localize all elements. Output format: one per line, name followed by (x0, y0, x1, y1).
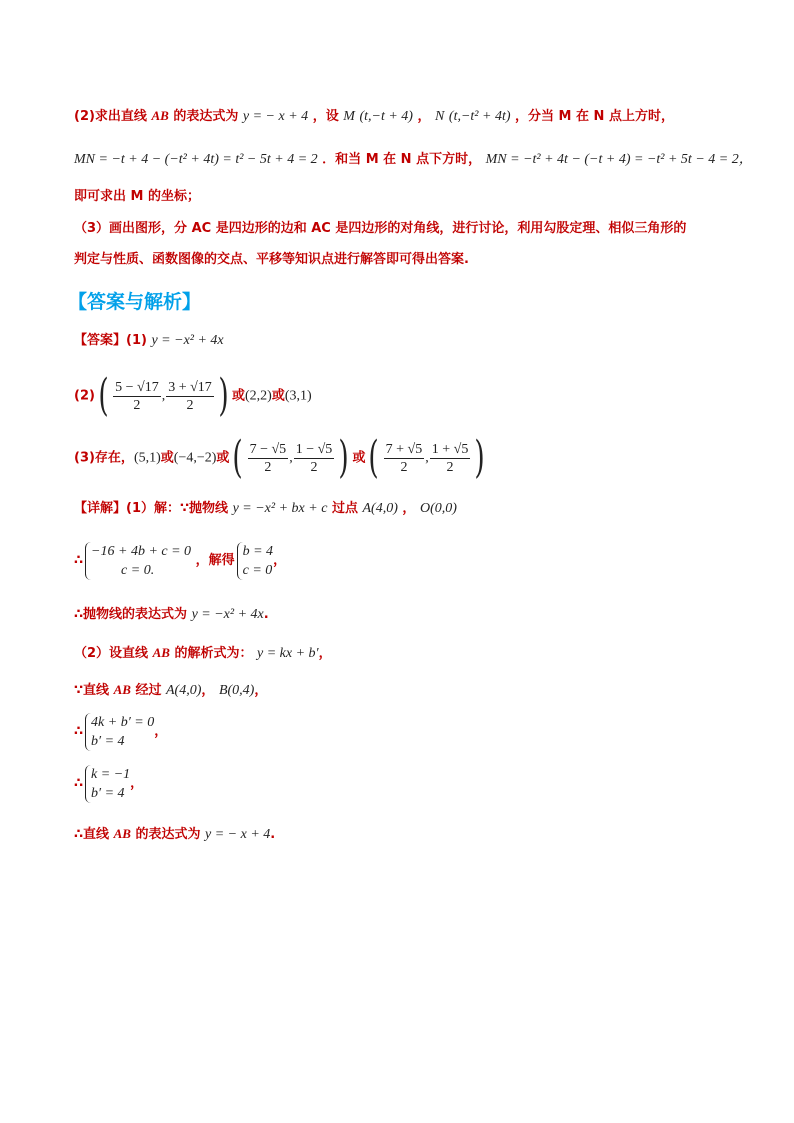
detail-text: ∵直线 (74, 683, 110, 698)
detail-line-2 (74, 541, 286, 581)
left-paren: ( (232, 432, 244, 483)
right-paren: ) (218, 370, 229, 421)
hint-text: (2)求出直线 (74, 109, 147, 124)
point-a: A(4,0) (166, 683, 202, 698)
equation-system (237, 542, 273, 580)
or-text: 或 (160, 450, 174, 466)
point-coord: (3,1) (284, 388, 312, 404)
detail-text: ， (254, 683, 268, 698)
detail-text: ， (273, 553, 287, 568)
hint-text: ，设 (312, 109, 339, 124)
answer-label: (3)存在， (74, 450, 134, 466)
therefore-symbol: ∴ (74, 776, 84, 791)
section-heading: 【答案与解析】 (68, 291, 202, 313)
detail-text: ， (130, 776, 144, 791)
fraction-numerator: 7 − √5 (249, 441, 287, 457)
or-text: 或 (231, 388, 245, 404)
detail-line-3 (74, 605, 269, 625)
system-equation: c = 0 (242, 562, 273, 578)
answer-label: 【答案】(1) (74, 333, 147, 348)
mn-equation-below: MN = −t² + 4t − (−t + 4) = −t² + 5t − 4 = 2， (485, 152, 753, 167)
fraction (384, 441, 425, 476)
detail-line-8 (74, 824, 275, 845)
line-equation: y = − x + 4 (242, 109, 309, 124)
hint-text: 判定与性质、函数图像的交点、平移等知识点进行解答即可得出答案. (74, 252, 469, 267)
detail-text: ， (154, 724, 168, 739)
point-coord: (5,1) (133, 450, 161, 466)
detail-text: ∴直线 (74, 827, 110, 842)
line-ab-label: AB (151, 108, 169, 123)
detail-text: 【详解】(1）解：∵抛物线 (74, 501, 229, 516)
detail-text: 的表达式为 (135, 827, 201, 842)
answer-equation: y = −x² + 4x (151, 333, 224, 348)
point-a: A(4,0) (362, 501, 398, 516)
detail-text: （2）设直线 (74, 646, 149, 661)
hint-text: ， (417, 109, 431, 124)
detail-line-1 (74, 499, 457, 519)
system-equation: b′ = 4 (91, 785, 125, 801)
or-text: 或 (352, 450, 366, 466)
fraction-numerator: 1 − √5 (295, 441, 333, 457)
fraction (166, 379, 214, 414)
parabola-equation: y = −x² + 4x (191, 607, 264, 622)
system-equation: 4k + b′ = 0 (91, 714, 155, 730)
fraction-numerator: 7 + √5 (385, 441, 423, 457)
detail-text: 的解析式为： (174, 646, 253, 661)
hint-line-3a (74, 219, 686, 239)
or-text: 或 (271, 388, 285, 404)
hint-line-2 (74, 106, 674, 127)
equation-system (85, 542, 191, 580)
system-equation: b′ = 4 (91, 733, 125, 749)
point-o: O(0,0) (419, 501, 457, 516)
line-ab-label: AB (113, 826, 131, 841)
line-ab-label: AB (113, 682, 131, 697)
detail-line-4 (74, 643, 332, 664)
line-ab-label: AB (152, 645, 170, 660)
detail-line-6 (74, 712, 167, 752)
hint-text: 即可求出 M 的坐标； (74, 189, 200, 204)
therefore-symbol: ∴ (74, 724, 84, 739)
detail-text: ， (318, 646, 332, 661)
detail-text: ， (402, 501, 416, 516)
system-equation: c = 0. (121, 562, 155, 578)
system-equation: k = −1 (91, 766, 131, 782)
point-m-label: M (343, 109, 355, 124)
hint-text: 的表达式为 (173, 109, 239, 124)
right-paren: ) (474, 432, 486, 483)
point-n-coord: (t,−t² + 4t) (448, 109, 511, 124)
fraction (248, 441, 289, 476)
answer-line-2: (2)( $\frac{5 - √17}{2}$ , $\frac{3 + √17}{2}$ ) 或(2,2)或(3,1) (74, 370, 312, 421)
fraction-denominator: 2 (264, 459, 272, 475)
system-equation: b = 4 (242, 543, 274, 559)
fraction (294, 441, 335, 476)
fraction-denominator: 2 (400, 459, 408, 475)
answer-label: (2) (74, 388, 95, 404)
detail-text: . (263, 607, 269, 622)
hint-line-2c (74, 187, 200, 207)
fraction (113, 379, 161, 414)
detail-line-5 (74, 680, 267, 701)
or-text: 或 (216, 450, 230, 466)
hint-line-3b (74, 250, 469, 270)
mn-equation-above: MN = −t + 4 − (−t² + 4t) = t² − 5t + 4 = 2 (74, 152, 318, 167)
fraction-numerator: 5 − √17 (115, 379, 159, 395)
equation-system (85, 713, 154, 751)
detail-text: ，解得 (195, 553, 235, 568)
answer-line-1 (74, 331, 224, 351)
fraction-denominator: 2 (310, 459, 318, 475)
equation-system (85, 765, 130, 803)
system-equation: −16 + 4b + c = 0 (91, 543, 192, 559)
point-m-coord: (t,−t + 4) (359, 109, 413, 124)
detail-text: . (270, 827, 276, 842)
left-paren: ( (98, 370, 109, 421)
hint-text: ，分当 M 在 N 点上方时， (515, 109, 674, 124)
point-coord: (−4,−2) (173, 450, 217, 466)
fraction-denominator: 2 (186, 397, 194, 413)
detail-text: ， (201, 683, 215, 698)
left-paren: ( (368, 432, 380, 483)
line-equation: y = − x + 4 (205, 827, 271, 842)
parabola-equation: y = −x² + bx + c (232, 501, 328, 516)
fraction-numerator: 1 + √5 (431, 441, 469, 457)
detail-line-7 (74, 764, 143, 804)
detail-text: 过点 (331, 501, 358, 516)
hint-text: ．和当 M 在 N 点下方时， (322, 152, 482, 167)
right-paren: ) (338, 432, 350, 483)
therefore-symbol: ∴ (74, 553, 84, 568)
hint-text: （3）画出图形，分 AC 是四边形的边和 AC 是四边形的对角线，进行讨论，利用勾股定理、相似三角形的 (74, 221, 687, 236)
fraction-denominator: 2 (446, 459, 454, 475)
fraction (430, 441, 471, 476)
detail-text: ∴抛物线的表达式为 (74, 607, 188, 622)
hint-line-2b (74, 150, 753, 170)
fraction-numerator: 3 + √17 (168, 379, 212, 395)
detail-text: 经过 (135, 683, 162, 698)
fraction-denominator: 2 (133, 397, 141, 413)
point-coord: (2,2) (244, 388, 272, 404)
point-b: B(0,4) (218, 683, 255, 698)
point-n-label: N (435, 109, 445, 124)
answer-line-3: (3)存在，(5,1)或(−4,−2)或( $\frac{7 - √5}{2}$ , $\frac{1 - √5}{2}$ ) 或( $\frac{7 + √5}{2}$ , $\frac{1 + √5}{2}$ ) (74, 432, 486, 483)
line-equation: y = kx + b′ (257, 646, 319, 661)
